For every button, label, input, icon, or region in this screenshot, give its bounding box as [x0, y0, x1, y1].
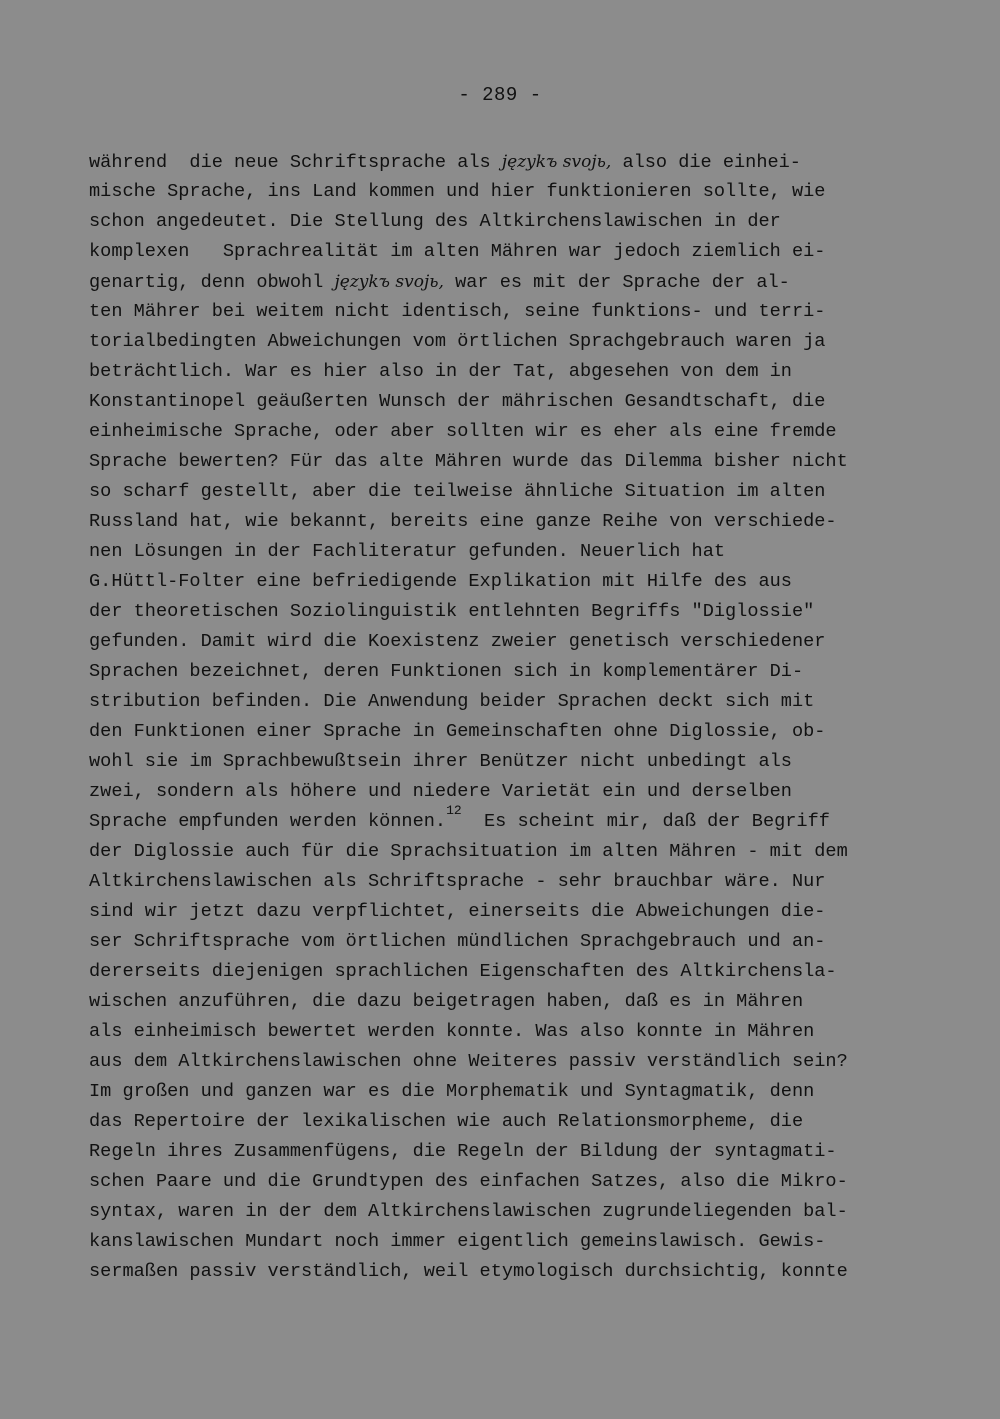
text-line — [89, 1017, 909, 1047]
text-line — [89, 803, 909, 837]
text-line — [89, 267, 909, 297]
line-segment: dererseits diejenigen sprachlichen Eigenschaften des Altkirchensla- — [89, 961, 837, 982]
text-line — [89, 567, 909, 597]
text-line — [89, 297, 909, 327]
text-line — [89, 747, 909, 777]
text-line — [89, 207, 909, 237]
line-segment: war es mit der Sprache der al- — [443, 272, 790, 293]
line-segment: das Repertoire der lexikalischen wie auch Relationsmorpheme, die — [89, 1111, 804, 1132]
text-line — [89, 657, 909, 687]
text-line — [89, 1227, 909, 1257]
line-segment: wischen anzuführen, die dazu beigetragen haben, daß es in Mähren — [89, 991, 804, 1012]
text-line — [89, 507, 909, 537]
line-segment: nen Lösungen in der Fachliteratur gefunden. Neuerlich hat — [89, 541, 726, 562]
line-segment: der theoretischen Soziolinguistik entlehnten Begriffs "Diglossie" — [89, 601, 815, 622]
text-line — [89, 147, 909, 177]
text-line — [89, 1167, 909, 1197]
line-segment: komplexen Sprachrealität im alten Mähren war jedoch ziemlich ei- — [89, 241, 826, 262]
line-segment: mische Sprache, ins Land kommen und hier funktionieren sollte, wie — [89, 181, 826, 202]
text-line — [89, 1047, 909, 1077]
line-segment: kanslawischen Mundart noch immer eigentlich gemeinslawisch. Gewis- — [89, 1231, 826, 1252]
page-number: - 289 - — [458, 84, 542, 106]
line-segment: sermaßen passiv verständlich, weil etymologisch durchsichtig, konnte — [89, 1261, 848, 1282]
line-segment: Konstantinopel geäußerten Wunsch der mährischen Gesandtschaft, die — [89, 391, 826, 412]
footnote-marker: 12 — [446, 803, 462, 818]
text-line — [89, 447, 909, 477]
line-segment: G.Hüttl-Folter eine befriedigende Explikation mit Hilfe des aus — [89, 571, 792, 592]
line-segment: gefunden. Damit wird die Koexistenz zweier genetisch verschiedener — [89, 631, 826, 652]
line-segment: der Diglossie auch für die Sprachsituation im alten Mähren - mit dem — [89, 841, 848, 862]
italic-term: językъ svojь, — [501, 152, 612, 172]
line-segment: wohl sie im Sprachbewußtsein ihrer Benützer nicht unbedingt als — [89, 751, 792, 772]
line-segment: so scharf gestellt, aber die teilweise ähnliche Situation im alten — [89, 481, 826, 502]
line-segment: Regeln ihres Zusammenfügens, die Regeln der Bildung der syntagmati- — [89, 1141, 837, 1162]
line-segment: beträchtlich. War es hier also in der Tat, abgesehen von dem in — [89, 361, 792, 382]
text-line — [89, 597, 909, 627]
text-line — [89, 927, 909, 957]
text-line — [89, 417, 909, 447]
line-segment: aus dem Altkirchenslawischen ohne Weiteres passiv verständlich sein? — [89, 1051, 848, 1072]
text-line — [89, 867, 909, 897]
line-segment: zwei, sondern als höhere und niedere Varietät ein und derselben — [89, 781, 792, 802]
italic-term: językъ svojь, — [334, 272, 444, 292]
line-segment: Im großen und ganzen war es die Morphematik und Syntagmatik, denn — [89, 1081, 815, 1102]
line-segment: genartig, denn obwohl — [89, 272, 335, 293]
text-line — [89, 357, 909, 387]
text-line — [89, 1257, 909, 1287]
text-line — [89, 627, 909, 657]
text-line — [89, 387, 909, 417]
text-line — [89, 987, 909, 1017]
text-line — [89, 237, 909, 267]
line-segment: den Funktionen einer Sprache in Gemeinschaften ohne Diglossie, ob- — [89, 721, 826, 742]
text-line — [89, 477, 909, 507]
line-segment: stribution befinden. Die Anwendung beider Sprachen deckt sich mit — [89, 691, 815, 712]
line-segment: Sprache bewerten? Für das alte Mähren wurde das Dilemma bisher nicht — [89, 451, 848, 472]
text-line — [89, 1197, 909, 1227]
text-line — [89, 1137, 909, 1167]
text-line — [89, 177, 909, 207]
text-line — [89, 1107, 909, 1137]
text-line — [89, 777, 909, 807]
text-line — [89, 327, 909, 357]
line-segment: schen Paare und die Grundtypen des einfachen Satzes, also die Mikro- — [89, 1171, 848, 1192]
line-segment: Sprache empfunden werden können. — [89, 811, 447, 832]
line-segment: syntax, waren in der dem Altkirchenslawischen zugrundeliegenden bal- — [89, 1201, 848, 1222]
line-segment: während die neue Schriftsprache als — [89, 152, 502, 173]
line-segment: Russland hat, wie bekannt, bereits eine ganze Reihe von verschiede- — [89, 511, 837, 532]
line-segment: Es scheint mir, daß der Begriff — [461, 811, 830, 832]
line-segment: Altkirchenslawischen als Schriftsprache - sehr brauchbar wäre. Nur — [89, 871, 826, 892]
line-segment: torialbedingten Abweichungen vom örtlichen Sprachgebrauch waren ja — [89, 331, 826, 352]
line-segment: als einheimisch bewertet werden konnte. Was also konnte in Mähren — [89, 1021, 815, 1042]
text-line — [89, 1077, 909, 1107]
line-segment: Sprachen bezeichnet, deren Funktionen sich in komplementärer Di- — [89, 661, 804, 682]
text-line — [89, 687, 909, 717]
text-line — [89, 957, 909, 987]
line-segment: ten Mährer bei weitem nicht identisch, seine funktions- und terri- — [89, 301, 826, 322]
body-text — [89, 147, 909, 1287]
text-line — [89, 717, 909, 747]
text-line — [89, 897, 909, 927]
line-segment: sind wir jetzt dazu verpflichtet, einerseits die Abweichungen die- — [89, 901, 826, 922]
line-segment: ser Schriftsprache vom örtlichen mündlichen Sprachgebrauch und an- — [89, 931, 826, 952]
text-line — [89, 537, 909, 567]
text-line — [89, 837, 909, 867]
line-segment: einheimische Sprache, oder aber sollten wir es eher als eine fremde — [89, 421, 837, 442]
line-segment: also die einhei- — [611, 152, 801, 173]
line-segment: schon angedeutet. Die Stellung des Altkirchenslawischen in der — [89, 211, 781, 232]
